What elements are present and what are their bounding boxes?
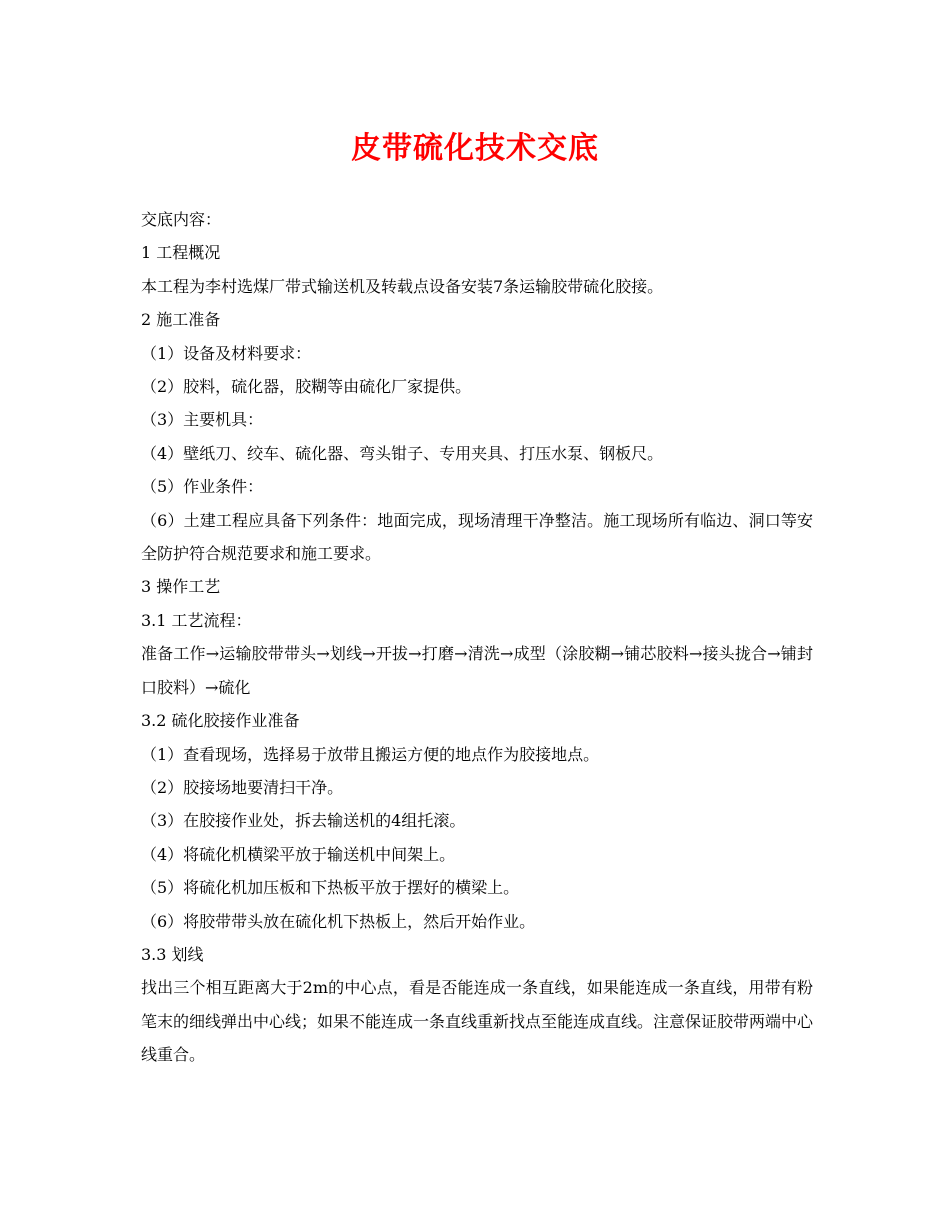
list-item-place-belt-end: （6）将胶带带头放在硫化机下热板上，然后开始作业。 [141, 911, 536, 931]
heading-operation-process: 3 操作工艺 [141, 577, 221, 597]
list-item-clean-site: （2）胶接场地要清扫干净。 [141, 777, 344, 797]
heading-project-overview: 1 工程概况 [141, 243, 221, 263]
paragraph-marking-lines: 找出三个相互距离大于2m的中心点，看是否能连成一条直线，如果能连成一条直线，用带有粉笔末的细线弹出中心线；如果不能连成一条直线重新找点至能连成直线。注意保证胶带两端中心线重合。 [141, 978, 814, 1065]
list-item-tool-list: （4）壁纸刀、绞车、硫化器、弯头钳子、专用夹具、打压水泵、钢板尺。 [141, 443, 664, 463]
list-item-select-site: （1）查看现场，选择易于放带且搬运方便的地点作为胶接地点。 [141, 744, 600, 764]
list-item-equipment-requirements: （1）设备及材料要求： [141, 343, 312, 363]
document-body [141, 203, 813, 1072]
subheading-process-flow: 3.1 工艺流程： [141, 610, 252, 630]
document-title: 皮带硫化技术交底 [351, 131, 599, 166]
list-item-working-conditions: （5）作业条件： [141, 477, 264, 497]
paragraph-process-flow: 准备工作→运输胶带带头→划线→开拔→打磨→清洗→成型（涂胶糊→铺芯胶料→接头拢合→铺封口胶料）→硫化 [141, 644, 813, 697]
list-item-place-beam: （4）将硫化机横梁平放于输送机中间架上。 [141, 844, 456, 864]
paragraph-disclosure-content: 交底内容： [141, 210, 222, 229]
heading-construction-preparation: 2 施工准备 [141, 310, 221, 330]
list-item-place-plates: （5）将硫化机加压板和下热板平放于摆好的横梁上。 [141, 878, 520, 898]
list-item-main-tools: （3）主要机具： [141, 410, 264, 430]
list-item-materials-supplied: （2）胶料，硫化器，胶糊等由硫化厂家提供。 [141, 377, 472, 397]
list-item-civil-conditions: （6）土建工程应具备下列条件：地面完成，现场清理干净整洁。施工现场所有临边、洞口等安全防护符合规范要求和施工要求。 [141, 510, 813, 564]
subheading-marking-lines: 3.3 划线 [141, 944, 204, 964]
subheading-vulcanizing-preparation: 3.2 硫化胶接作业准备 [141, 711, 300, 731]
paragraph-project-description: 本工程为李村选煤厂带式输送机及转载点设备安装7条运输胶带硫化胶接。 [141, 276, 664, 296]
list-item-remove-rollers: （3）在胶接作业处，拆去输送机的4组托滚。 [141, 811, 466, 831]
